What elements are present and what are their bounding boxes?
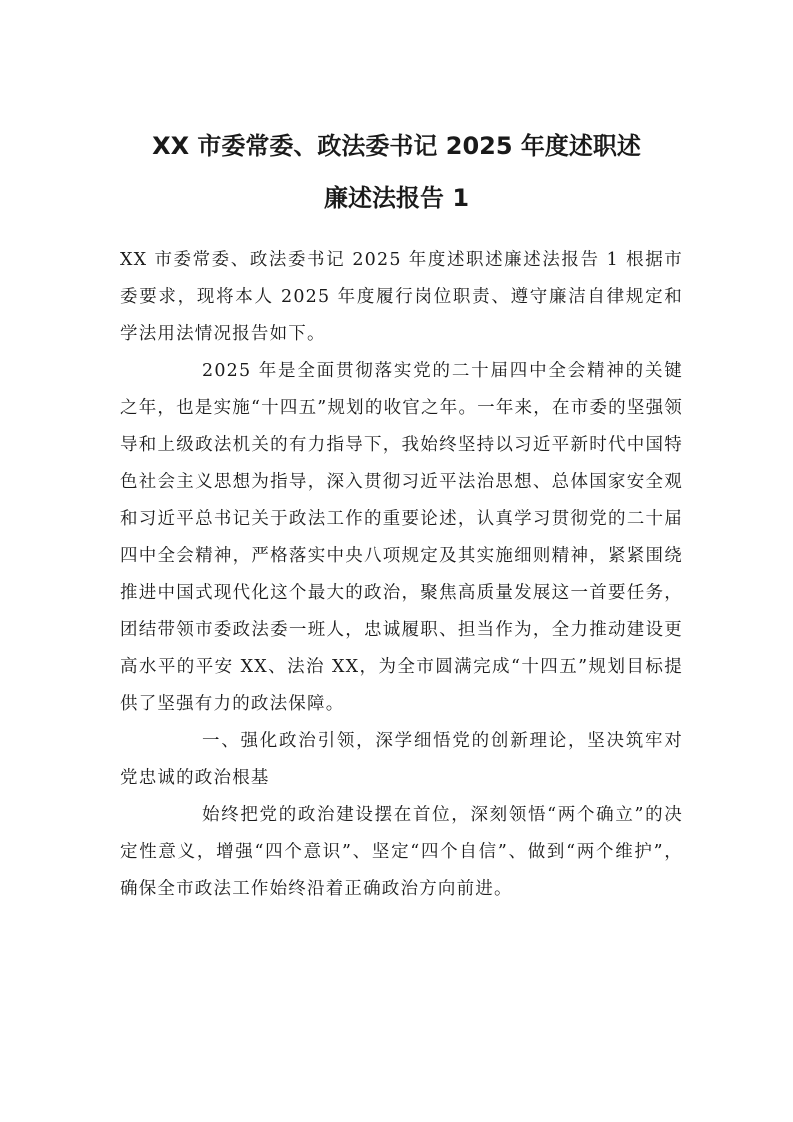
document-title [100, 120, 693, 224]
title-line-2: 廉述法报告 1 [323, 184, 470, 212]
title-line-1: XX 市委常委、政法委书记 2025 年度述职述 [152, 132, 641, 160]
section-1-paragraph: 始终把党的政治建设摆在首位，深刻领悟“两个确立”的决定性意义，增强“四个意识”、坚定“四个自信”、做到“两个维护”，确保全市政法工作始终沿着正确政治方向前进。 [120, 805, 683, 899]
intro-paragraph: XX 市委常委、政法委书记 2025 年度述职述廉述法报告 1 根据市委要求，现将本人 2025 年度履行岗位职责、遵守廉洁自律规定和学法用法情况报告如下。 [120, 250, 683, 344]
document-body [120, 242, 683, 908]
overview-paragraph: 2025 年是全面贯彻落实党的二十届四中全会精神的关键之年，也是实施“十四五”规划的收官之年。一年来，在市委的坚强领导和上级政法机关的有力指导下，我始终坚持以习近平新时代中国特色社会主义思想为指导，深入贯彻习近平法治思想、总体国家安全观和习近平总书记关于政法工作的重要论述，认真学习贯彻党的二十届四中全会精神，严格落实中央八项规定及其实施细则精神，紧紧围绕推进中国式现代化这个最大的政治，聚焦高质量发展这一首要任务，团结带领市委政法委一班人，忠诚履职、担当作为，全力推动建设更高水平的平安 XX、法治 XX，为全市圆满完成“十四五”规划目标提供了坚强有力的政法保障。 [120, 361, 683, 714]
section-heading-1: 一、强化政治引领，深学细悟党的创新理论，坚决筑牢对党忠诚的政治根基 [120, 731, 683, 788]
